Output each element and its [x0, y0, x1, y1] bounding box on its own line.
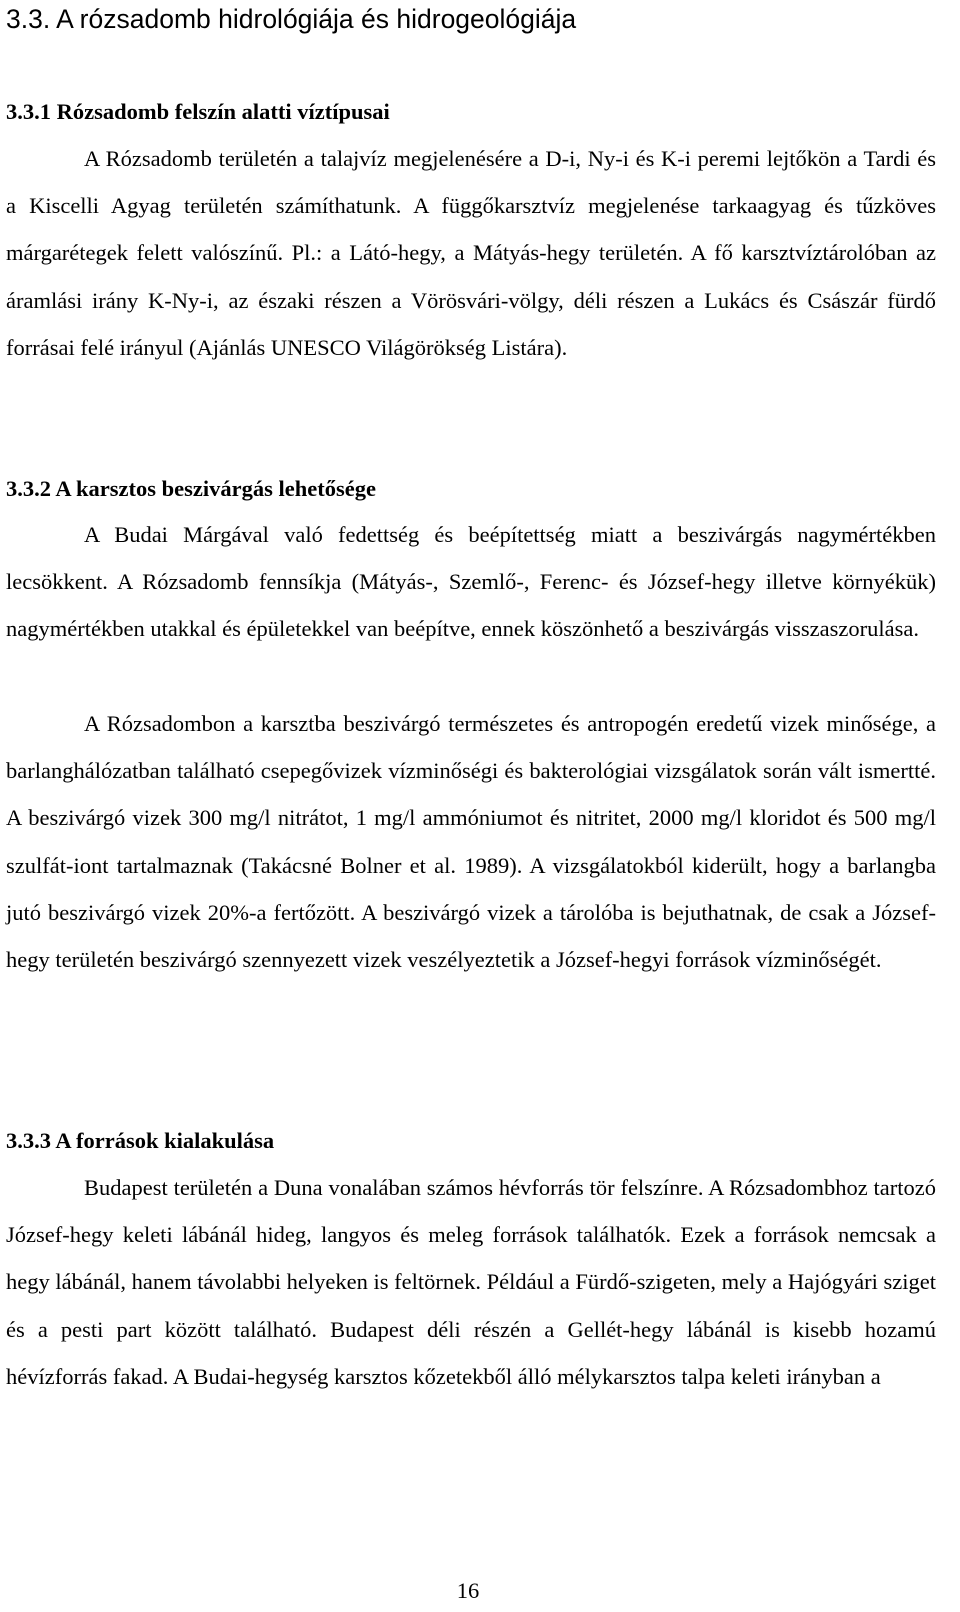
sentence: A beszivárgó vizek a tárolóba is bejuthatnak, de csak a József-hegy területén beszivárgó szennyezett vizek veszélyeztetik a József-hegyi források vízminőségét.	[6, 899, 937, 973]
sentence: Pl.: a Látó-hegy, a Mátyás-hegy területén.	[291, 240, 684, 266]
sentence: A fő karsztvíztárolóban az áramlási irány K-Ny-i, az északi részen a Vörösvári-völgy, déli részen a Lukács és Császár fürdő forrásai felé irányul (Ajánlás UNESCO Világörökség Listára).	[6, 240, 936, 360]
sentence: Budapest területén a Duna vonalában számos hévforrás tör felszínre.	[84, 1175, 704, 1200]
sentence: A függőkarsztvíz megjelenése tarkaagyag és tűzköves márgarétegek felett valószínű.	[6, 193, 936, 266]
chapter-heading: 3.3. A rózsadomb hidrológiája és hidrogeológiája	[6, 4, 577, 34]
sentence: Például a Fürdő-szigeten, mely a Hajógyári sziget és a pesti part között található.	[6, 1269, 936, 1342]
paragraph	[6, 1164, 936, 1400]
section-title-2: 3.3.2 A karsztos beszivárgás lehetősége	[6, 476, 376, 501]
sentence: A Rózsadomb területén a talajvíz megjelenésére a D-i, Ny-i és K-i peremi lejtőkön a Tardi és a Kiscelli Agyag területén számíthatunk.	[6, 146, 936, 219]
sentence: A Rózsadombon a karsztba beszivárgó természetes és antropogén eredetű vizek minősége, a barlanghálózatban található csepegővizek vízminőségi és bakterológiai vizsgálatok során vált ismertté.	[6, 711, 936, 784]
sentence: Ezek a források nemcsak a hegy lábánál, hanem távolabbi helyeken is feltörnek.	[6, 1222, 936, 1295]
section-title-3: 3.3.3 A források kialakulása	[6, 1128, 275, 1153]
sentence: A vizsgálatokból kiderült, hogy a barlangba jutó beszivárgó vizek 20%-a fertőzött.	[6, 852, 937, 925]
section-title-1: 3.3.1 Rózsadomb felszín alatti víztípusai	[6, 99, 390, 124]
page-number: 16	[456, 1578, 480, 1603]
sentence: A Rózsadomb fennsíkja (Mátyás-, Szemlő-, Ferenc- és József-hegy illetve környékük) nagymértékben utakkal és épületekkel van beépítve, ennek köszönhető a beszivárgás visszaszorulása.	[6, 569, 936, 642]
sentence: A Budai-hegység karsztos kőzetekből álló mélykarsztos talpa keleti irányban a	[172, 1363, 881, 1389]
paragraph	[6, 511, 936, 653]
sentence: A beszivárgó vizek 300 mg/l nitrátot, 1 mg/l ammóniumot és nitritet, 2000 mg/l kloridot és 500 mg/l szulfát-iont tartalmaznak (Takácsné Bolner et al. 1989).	[6, 805, 936, 878]
sentence: A Budai Márgával való fedettség és beépítettség miatt a beszivárgás nagymértékben lecsökkent.	[6, 522, 936, 595]
sentence: Budapest déli részén a Gellét-hegy lábánál is kisebb hozamú hévízforrás fakad.	[6, 1316, 936, 1389]
paragraph	[6, 135, 936, 371]
paragraph	[6, 700, 936, 983]
sentence: A Rózsadombhoz tartozó József-hegy keleti lábánál hideg, langyos és meleg források találhatók.	[6, 1175, 936, 1248]
